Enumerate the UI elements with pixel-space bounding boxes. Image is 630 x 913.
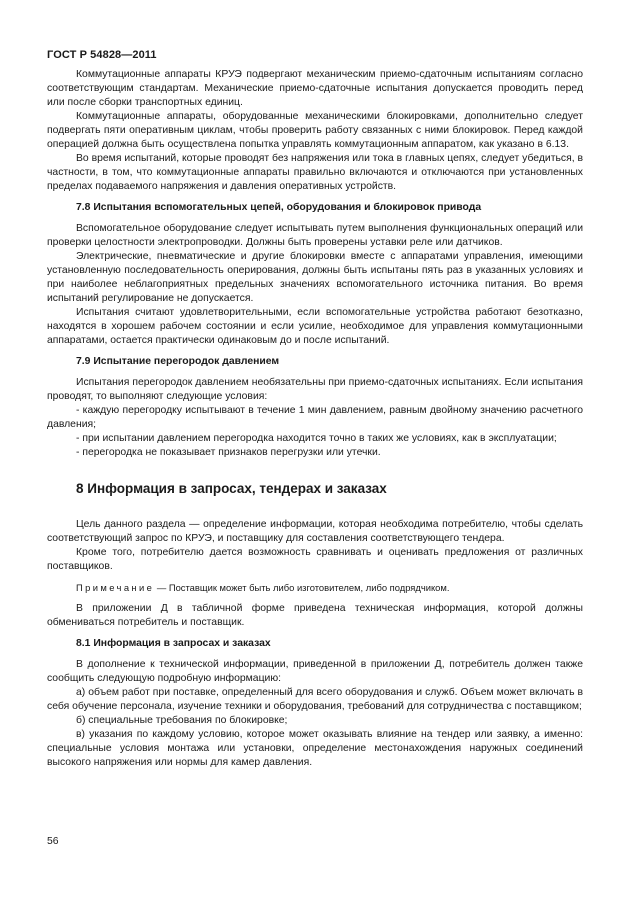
paragraph: Вспомогательное оборудование следует испытывать путем выполнения функциональных операций или проверки целостности электропроводки. Должны быть проверены уставки реле или датчиков. (47, 223, 583, 248)
note-label: Примечание (76, 582, 155, 593)
paragraph: Испытания считают удовлетворительными, если вспомогательные устройства работают безотказно, находятся в хорошем рабочем состоянии и если усилие, необходимое для управления коммутационными аппаратами, остается практически одинаковым до и после испытаний. (47, 307, 583, 346)
subsection-heading-7-8: 7.8 Испытания вспомогательных цепей, оборудования и блокировок привода (76, 202, 482, 213)
paragraph: Цель данного раздела — определение информации, которая необходима потребителю, чтобы сделать соответствующий запрос по КРУЭ, и поставщику для составления соответствующего тендера. (47, 519, 583, 544)
document-body (47, 68, 583, 770)
note-text: — Поставщик может быть либо изготовителем, либо подрядчиком. (154, 582, 450, 593)
list-item: - перегородка не показывает признаков перегрузки или утечки. (76, 447, 381, 458)
paragraph: Испытания перегородок давлением необязательны при приемо-сдаточных испытаниях. Если испытания проводят, то выполняют следующие условия: (47, 377, 583, 402)
paragraph: Коммутационные аппараты, оборудованные механическими блокировками, дополнительно следует подвергать пяти оперативным циклам, чтобы проверить работу связанных с ними блокировок. Перед каждой операцией должна быть осуществлена попытка управлять коммутационным аппаратом, как указано в 6.13. (47, 111, 583, 150)
paragraph: В дополнение к технической информации, приведенной в приложении Д, потребитель должен также сообщить следующую подробную информацию: (47, 659, 583, 684)
page-number: 56 (47, 836, 59, 847)
list-item: а) объем работ при поставке, определенный для всего оборудования и служб. Объем может включать в себя обучение персонала, изучение техники и оборудования, требований для сотрудничества с поставщиком; (47, 687, 583, 712)
subsection-heading-7-9: 7.9 Испытание перегородок давлением (76, 356, 280, 367)
list-item: - при испытании давлением перегородка находится точно в таких же условиях, как в эксплуатации; (76, 433, 557, 444)
note (47, 581, 583, 595)
paragraph: В приложении Д в табличной форме приведена техническая информация, которой должны обмениваться потребитель и поставщик. (47, 603, 583, 628)
paragraph: Коммутационные аппараты КРУЭ подвергают механическим приемо-сдаточным испытаниям согласно соответствующим стандартам. Механические приемо-сдаточные испытания допускается проводить перед или после сборки транспортных единиц. (47, 69, 583, 108)
list-item: б) специальные требования по блокировке; (76, 715, 288, 726)
paragraph: Электрические, пневматические и другие блокировки вместе с аппаратами управления, имеющими установленную последовательность оперирования, должны быть испытаны пять раз в указанных условиях и при наиболее неблагоприятных предельных значениях вспомогательного источника питания. Во время испытаний регулирование не допускается. (47, 251, 583, 304)
list-item: - каждую перегородку испытывают в течение 1 мин давлением, равным двойному значению расчетного давления; (47, 405, 583, 430)
subsection-heading-8-1: 8.1 Информация в запросах и заказах (76, 638, 271, 649)
document-header: ГОСТ Р 54828—2011 (47, 49, 157, 61)
paragraph: Кроме того, потребителю дается возможность сравнивать и оценивать предложения от различных поставщиков. (47, 547, 583, 572)
list-item: в) указания по каждому условию, которое может оказывать влияние на тендер или заявку, а именно: специальные условия монтажа или установки, определение местонахождения наружных соединений высокого напряжения или нормы для камер давления. (47, 729, 583, 768)
paragraph: Во время испытаний, которые проводят без напряжения или тока в главных цепях, следует убедиться, в частности, в том, что коммутационные аппараты правильно включаются и отключаются при установленных пределах подаваемого напряжения и давления оперативных устройств. (47, 153, 583, 192)
section-heading-8: 8 Информация в запросах, тендерах и заказах (76, 481, 387, 496)
